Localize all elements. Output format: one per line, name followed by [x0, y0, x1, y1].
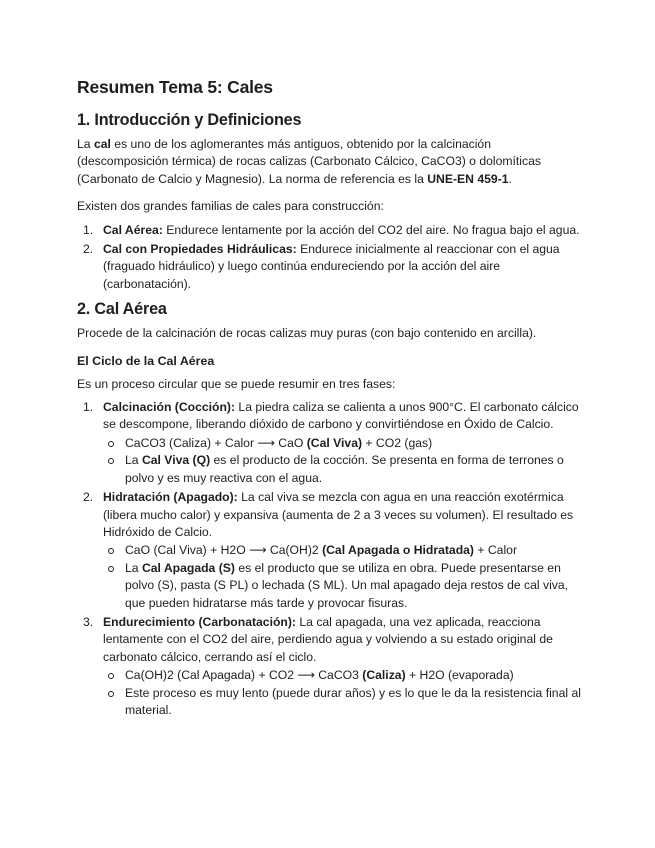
list-item-title: Cal con Propiedades Hidráulicas: — [103, 242, 297, 257]
text-run: + Calor — [473, 543, 517, 558]
text-run: es el producto que se utiliza en obra. Puede presentarse en polvo (S), pasta (S PL) o lechada (S ML). Un mal apagado deja restos de cal viva, que pueden hidratarse más tarde y provocar fisuras. — [125, 560, 569, 610]
bold-norm-reference: UNE-EN 459-1 — [427, 171, 509, 186]
text-run: + H2O (evaporada) — [405, 668, 514, 683]
bold-term: Cal Apagada (S) — [141, 560, 235, 575]
text-run: La — [125, 560, 142, 575]
hollow-bullet-icon — [108, 566, 114, 572]
section-1-heading: 1. Introducción y Definiciones — [77, 111, 302, 129]
list-item — [77, 241, 582, 293]
text-run: CaCO3 (Caliza) + Calor ⟶ CaO — [125, 435, 307, 450]
bold-term: Cal Viva (Q) — [141, 453, 211, 468]
list-item-title: Cal Aérea: — [103, 222, 163, 237]
bullet-item — [103, 452, 582, 487]
phase-text: La cal apagada, una vez aplicada, reacciona lentamente con el CO2 del aire, perdiendo agua y volviendo a su estado original de carbonato cálcico, cerrando así el ciclo. — [103, 614, 553, 664]
phase-bullets — [103, 667, 582, 719]
list-number: 3. — [83, 614, 94, 629]
bold-term-cal: cal — [93, 137, 111, 151]
phase-text: La piedra caliza se calienta a unos 900°C. El carbonato cálcico se descompone, liberando dióxido de carbono y convirtiéndose en Óxido de Calcio. — [103, 400, 579, 432]
phase-bullets — [103, 435, 582, 487]
section-1-intro — [77, 136, 582, 188]
list-item-text: Endurece inicialmente al reaccionar con el agua (fraguado hidráulico) y luego continúa endureciendo por la acción del aire (carbonatación). — [103, 242, 560, 291]
list-item-text: Endurece lentamente por la acción del CO2 del aire. No fragua bajo el agua. — [162, 222, 580, 237]
bold-term: (Cal Apagada o Hidratada) — [322, 543, 474, 558]
list-number: 1. — [83, 400, 94, 415]
list-number: 2. — [83, 242, 94, 257]
list-item — [77, 222, 582, 239]
text-run: La — [125, 453, 142, 468]
text-run: Ca(OH)2 (Cal Apagada) + CO2 ⟶ CaCO3 — [125, 668, 363, 683]
bullet-item — [103, 560, 582, 612]
bullet-item — [103, 542, 582, 559]
phase-item — [77, 614, 582, 719]
hollow-bullet-icon — [108, 458, 114, 464]
phase-item — [77, 489, 582, 612]
text-run: CaO (Cal Viva) + H2O ⟶ Ca(OH)2 — [125, 543, 323, 558]
text-run: . — [508, 171, 512, 186]
phase-item — [77, 399, 582, 487]
phase-text: La cal viva se mezcla con agua en una reacción exotérmica (libera mucho calor) y expansiva (aumenta de 2 a 3 veces su volumen). El resultado es Hidróxido de Calcio. — [103, 490, 574, 539]
bold-term: (Caliza) — [362, 668, 406, 683]
hollow-bullet-icon — [108, 691, 114, 697]
hollow-bullet-icon — [108, 673, 114, 679]
list-number: 2. — [83, 490, 94, 505]
bullet-item — [103, 667, 582, 684]
text-run: es uno de los aglomerantes más antiguos, obtenido por la calcinación (descomposición térmica) de rocas calizas (Carbonato Cálcico, CaCO3) o dolomíticas (Carbonato de Calcio y Magnesio). La norma de referencia es la — [77, 137, 541, 186]
families-list — [77, 222, 582, 294]
phase-title: Endurecimiento (Carbonatación): — [103, 614, 296, 629]
text-run: La — [77, 137, 94, 151]
bold-term: (Cal Viva) — [306, 435, 363, 450]
phases-list — [77, 399, 582, 719]
text-run: Este proceso es muy lento (puede durar años) y es lo que le da la resistencia final al material. — [125, 685, 581, 717]
hollow-bullet-icon — [108, 548, 114, 554]
bullet-item — [103, 435, 582, 452]
text-run: + CO2 (gas) — [362, 435, 433, 450]
phase-title: Calcinación (Cocción): — [103, 400, 236, 415]
phase-bullets — [103, 542, 582, 612]
cycle-subheading: El Ciclo de la Cal Aérea — [77, 353, 215, 368]
document-page — [77, 74, 582, 721]
bullet-item — [103, 685, 582, 720]
section-2-heading: 2. Cal Aérea — [77, 300, 167, 319]
phase-title: Hidratación (Apagado): — [103, 490, 238, 505]
text-run: es el producto de la cocción. Se presenta en forma de terrones o polvo y es muy reactiva con el agua. — [125, 453, 564, 485]
list-number: 1. — [83, 222, 94, 237]
document-title: Resumen Tema 5: Cales — [77, 77, 273, 97]
section-1-families-intro: Existen dos grandes familias de cales para construcción: — [77, 199, 384, 214]
cycle-intro: Es un proceso circular que se puede resumir en tres fases: — [77, 376, 396, 391]
hollow-bullet-icon — [108, 441, 114, 447]
section-2-intro: Procede de la calcinación de rocas calizas muy puras (con bajo contenido en arcilla). — [77, 326, 537, 341]
